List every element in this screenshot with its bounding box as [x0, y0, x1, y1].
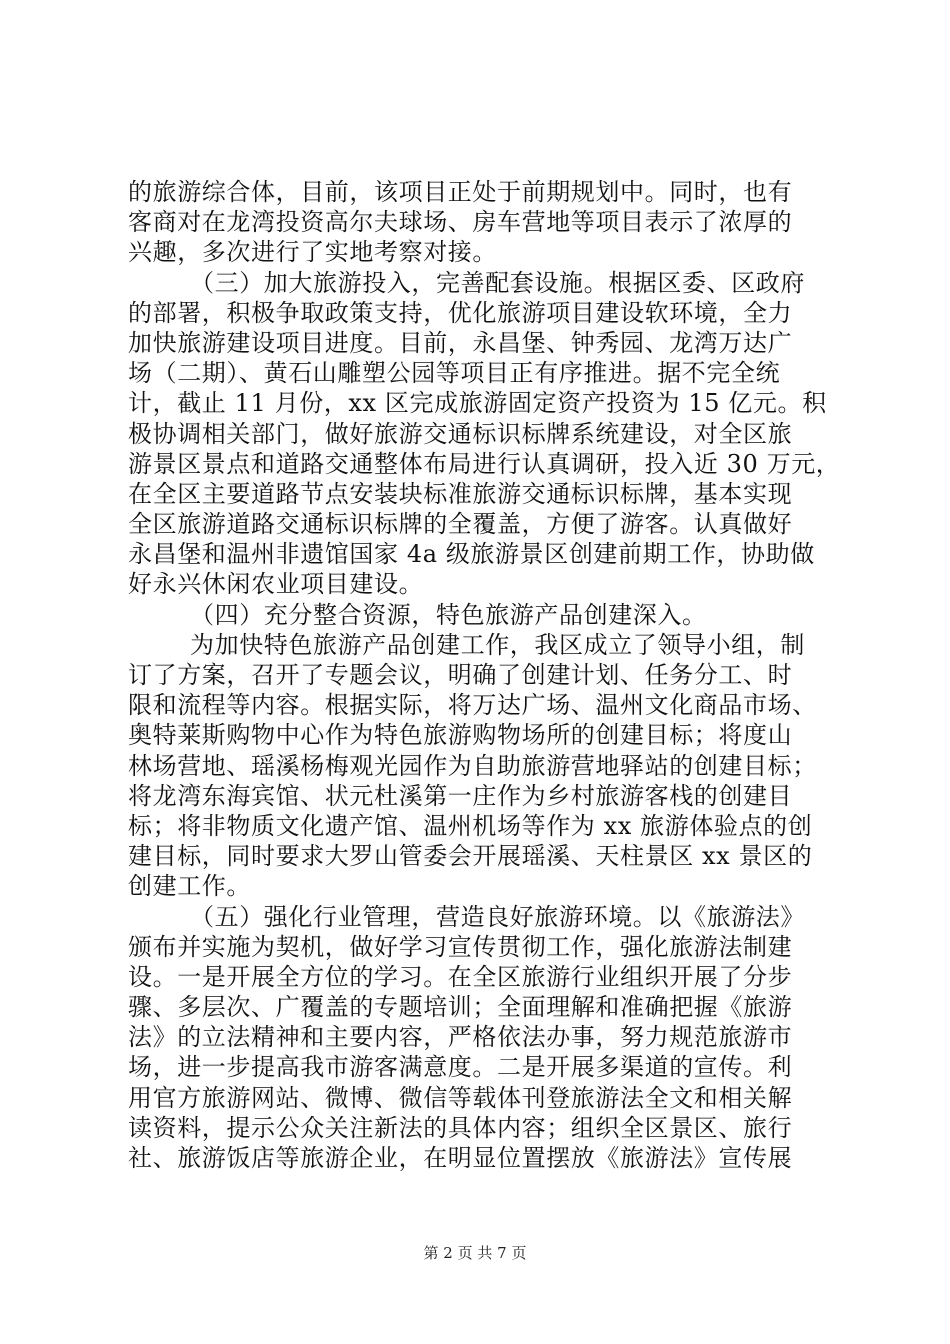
text-line: （三）加大旅游投入，完善配套设施。根据区委、区政府	[190, 268, 805, 297]
text-line: 社、旅游饭店等旅游企业，在明显位置摆放《旅游法》宣传展	[128, 1144, 793, 1172]
text-line: 用官方旅游网站、微博、微信等载体刊登旅游法全文和相关解	[128, 1083, 793, 1112]
text-line: 的旅游综合体，目前，该项目正处于前期规划中。同时，也有	[128, 178, 793, 206]
text-line: 法》的立法精神和主要内容，严格依法办事，努力规范旅游市	[128, 1023, 793, 1052]
text-line: 标；将非物质文化遗产馆、温州机场等作为 xx 旅游体验点的创	[128, 811, 813, 840]
text-line: 场，进一步提高我市游客满意度。二是开展多渠道的宣传。利	[128, 1053, 793, 1082]
text-line: 游景区景点和道路交通整体布局进行认真调研，投入近 30 万元，	[128, 449, 841, 478]
page-number-footer: 第 2 页 共 7 页	[423, 1244, 527, 1262]
text-line: 林场营地、瑶溪杨梅观光园作为自助旅游营地驿站的创建目标；	[128, 751, 817, 780]
text-line: （五）强化行业管理，营造良好旅游环境。以《旅游法》	[190, 902, 805, 931]
text-line: 读资料，提示公众关注新法的具体内容；组织全区景区、旅行	[128, 1113, 793, 1142]
text-line: 骤、多层次、广覆盖的专题培训；全面理解和准确把握《旅游	[128, 993, 793, 1022]
text-line: 将龙湾东海宾馆、状元杜溪第一庄作为乡村旅游客栈的创建目	[128, 781, 793, 810]
text-line: 为加快特色旅游产品创建工作，我区成立了领导小组，制	[190, 630, 805, 659]
text-line: 计，截止 11 月份，xx 区完成旅游固定资产投资为 15 亿元。积	[128, 389, 827, 418]
text-line: 场（二期）、黄石山雕塑公园等项目正有序推进。据不完全统	[128, 359, 781, 388]
text-line: 颁布并实施为契机，做好学习宣传贯彻工作，强化旅游法制建	[128, 932, 793, 961]
document-body	[128, 177, 841, 1173]
text-line: 兴趣，多次进行了实地考察对接。	[128, 238, 497, 267]
text-line: 加快旅游建设项目进度。目前，永昌堡、钟秀园、龙湾万达广	[128, 328, 793, 357]
text-line: 订了方案，召开了专题会议，明确了创建计划、任务分工、时	[128, 661, 793, 689]
text-line: 全区旅游道路交通标识标牌的全覆盖，方便了游客。认真做好	[128, 510, 793, 539]
text-line: 创建工作。	[128, 872, 251, 901]
text-line: 限和流程等内容。根据实际，将万达广场、温州文化商品市场、	[128, 691, 817, 720]
text-line: 极协调相关部门，做好旅游交通标识标牌系统建设，对全区旅	[128, 419, 793, 448]
text-line: 的部署，积极争取政策支持，优化旅游项目建设软环境，全力	[128, 298, 793, 327]
text-line: 在全区主要道路节点安装块标准旅游交通标识标牌，基本实现	[128, 479, 793, 508]
text-line: 永昌堡和温州非遗馆国家 4a 级旅游景区创建前期工作，协助做	[128, 540, 815, 569]
text-line: 奥特莱斯购物中心作为特色旅游购物场所的创建目标；将度山	[128, 721, 793, 750]
text-line: 建目标，同时要求大罗山管委会开展瑶溪、天柱景区 xx 景区的	[128, 842, 813, 871]
text-line: （四）充分整合资源，特色旅游产品创建深入。	[190, 600, 707, 629]
text-line: 客商对在龙湾投资高尔夫球场、房车营地等项目表示了浓厚的	[128, 208, 793, 237]
text-line: 好永兴休闲农业项目建设。	[128, 570, 424, 599]
text-line: 设。一是开展全方位的学习。在全区旅游行业组织开展了分步	[128, 962, 793, 991]
